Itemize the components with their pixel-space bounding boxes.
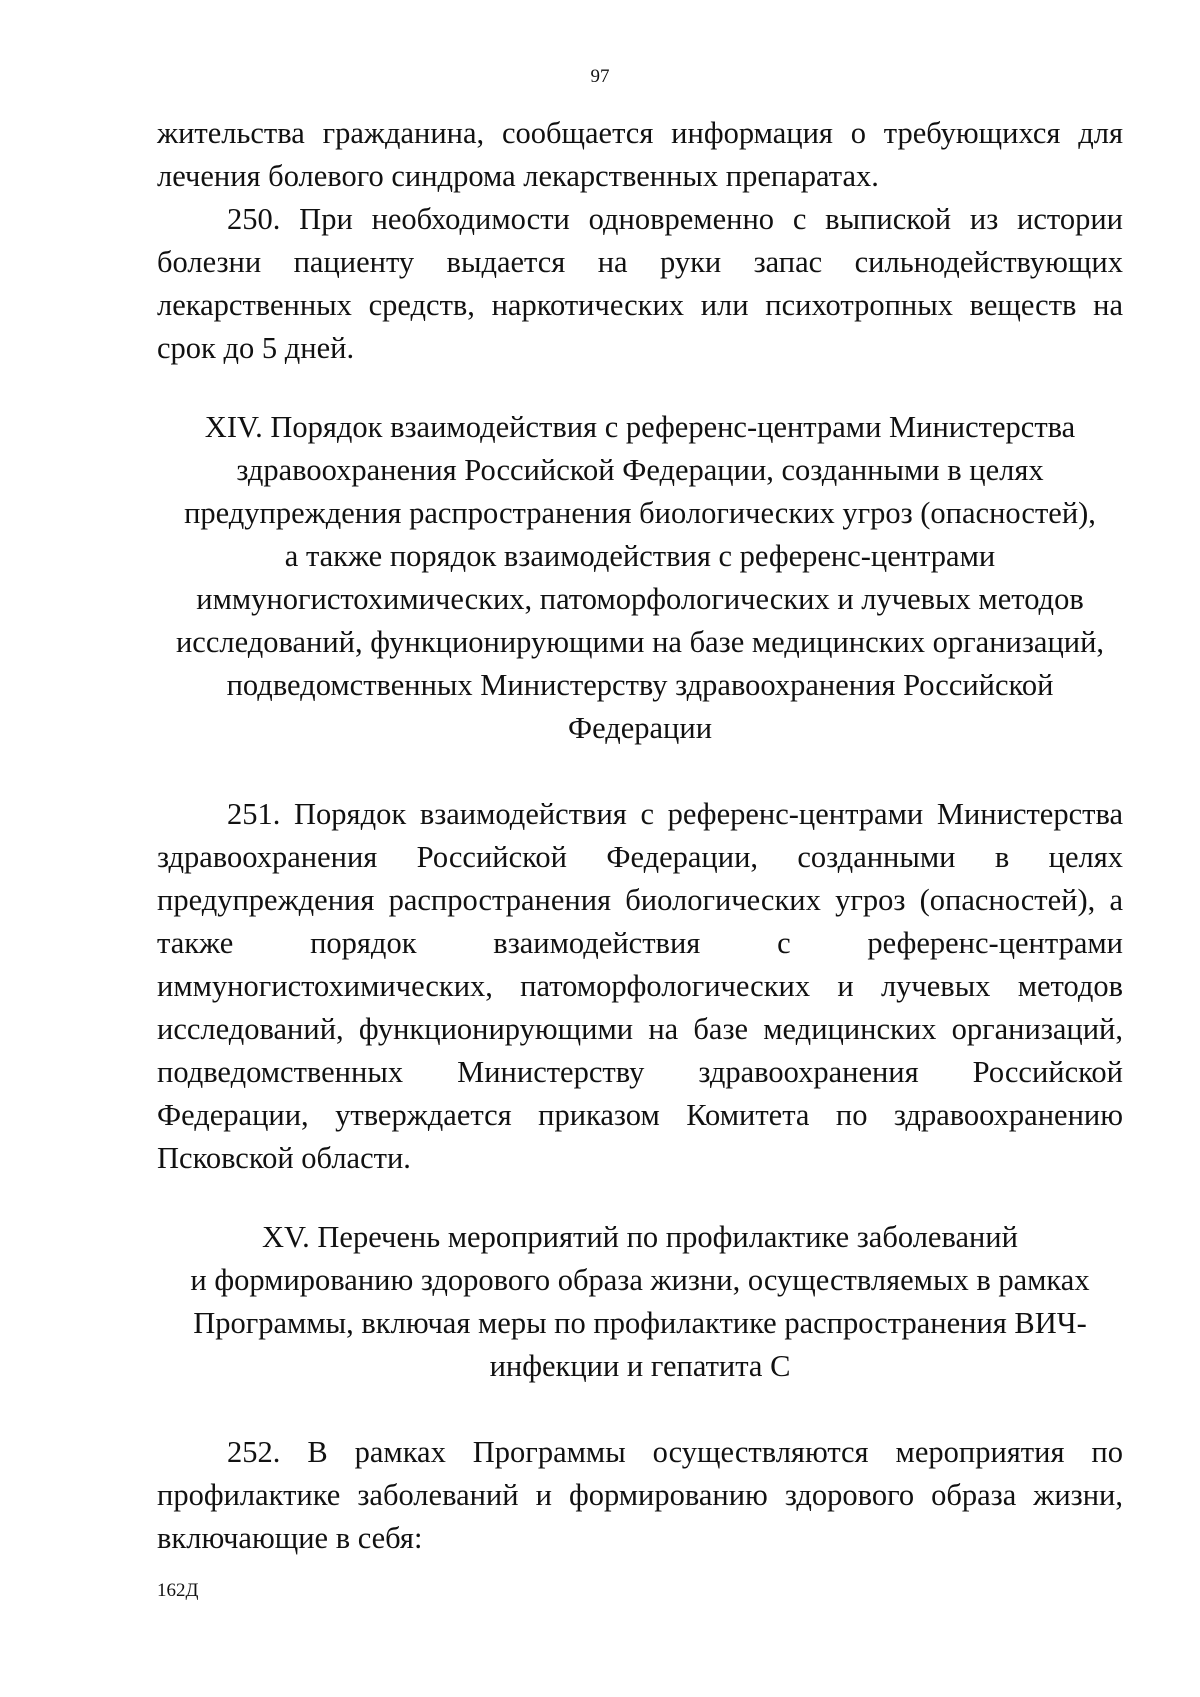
paragraph-250: 250. При необходимости одновременно с выпиской из истории болезни пациенту выдается на руки запас сильнодействующих лекарственных средств, наркотических или психотропных веществ на срок до 5 дней. xyxy=(157,202,1123,365)
paragraph-251: 251. Порядок взаимодействия с референс-центрами Министерства здравоохранения Российской Федерации, созданными в целях предупреждения распространения биологических угроз (опасностей), а также порядок взаимодействия с референс-центрами иммуногистохимических, патоморфологических и лучевых методов исследований, функционирующими на базе медицинских организаций, подведомственных Министерству здравоохранения Российской Федерации, утверждается приказом Комитета по здравоохранению Псковской области. xyxy=(157,797,1123,1175)
page-number: 97 xyxy=(590,66,610,87)
paragraph-continuation: жительства гражданина, сообщается информация о требующихся для лечения болевого синдрома лекарственных препаратах. xyxy=(157,116,1123,193)
spacer xyxy=(157,370,1123,406)
section-heading-xiv: XIV. Порядок взаимодействия с референс-центрами Министерства здравоохранения Российской Федерации, созданными в целях предупреждения распространения биологических угроз (опасностей), а также порядок взаимодействия с референс-центрами иммуногистохимических, патоморфологических и лучевых методов исследований, функционирующими на базе медицинских организаций, подведомственных Министерству здравоохранения Российской Федерации xyxy=(175,410,1105,745)
spacer xyxy=(157,1388,1123,1431)
spacer xyxy=(157,1180,1123,1216)
document-code: 162Д xyxy=(157,1580,199,1601)
paragraph-252: 252. В рамках Программы осуществляются мероприятия по профилактике заболеваний и формированию здорового образа жизни, включающие в себя: xyxy=(157,1435,1123,1555)
section-heading-xv: XV. Перечень мероприятий по профилактике заболеваний и формированию здорового образа жизни, осуществляемых в рамках Программы, включая меры по профилактике распространения ВИЧ- инфекции и гепатита С xyxy=(190,1220,1090,1383)
document-body xyxy=(157,112,1123,1560)
spacer xyxy=(157,750,1123,793)
